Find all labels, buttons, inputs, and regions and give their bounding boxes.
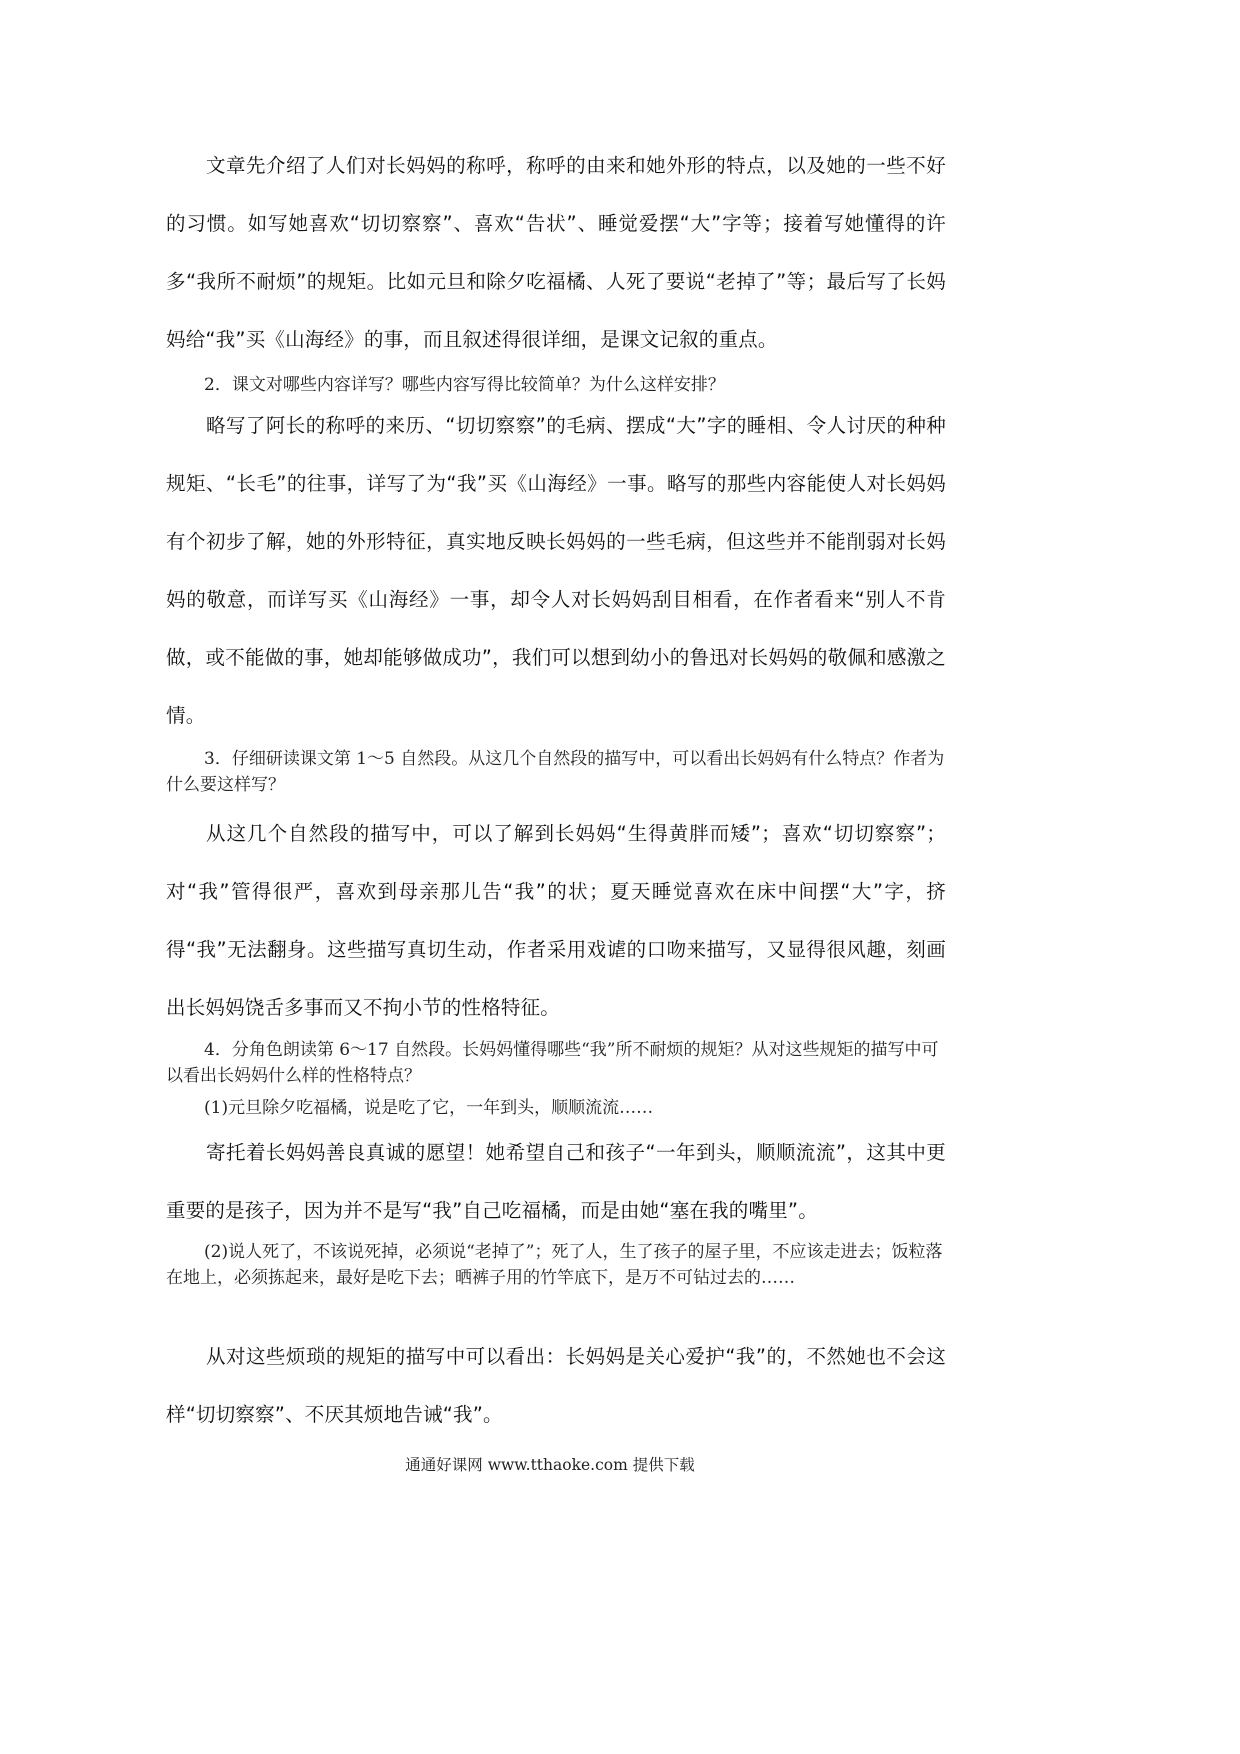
- question-3: [166, 746, 946, 798]
- answer-text: 从这几个自然段的描写中，可以了解到长妈妈“生得黄胖而矮”；喜欢“切切察察”；对“我”管得很严，喜欢到母亲那儿告“我”的状；夏天睡觉喜欢在床中间摆“大”字，挤得“我”无法翻身。这些描写真切生动，作者采用戏谑的口吻来描写，又显得很风趣，刻画出长妈妈饶舌多事而又不拘小节的性格特征。: [166, 822, 946, 1019]
- answer-paragraph-1: [166, 137, 946, 369]
- answer-text: 文章先介绍了人们对长妈妈的称呼，称呼的由来和她外形的特点，以及她的一些不好的习惯。如写她喜欢“切切察察”、喜欢“告状”、睡觉爱摆“大”字等；接着写她懂得的许多“我所不耐烦”的规矩。比如元旦和除夕吃福橘、人死了要说“老掉了”等；最后写了长妈妈给“我”买《山海经》的事，而且叙述得很详细，是课文记叙的重点。: [166, 154, 946, 351]
- answer-text: 寄托着长妈妈善良真诚的愿望！她希望自己和孩子“一年到头，顺顺流流”，这其中更重要的是孩子，因为并不是写“我”自己吃福橘，而是由她“塞在我的嘴里”。: [166, 1141, 946, 1222]
- question-4-item-2: [166, 1239, 946, 1291]
- question-text: 2．课文对哪些内容详写？哪些内容写得比较简单？为什么这样安排？: [204, 375, 725, 395]
- page-footer: 通通好课网 www.tthaoke.com 提供下载: [405, 1456, 695, 1474]
- answer-paragraph-4-2: [166, 1328, 946, 1444]
- question-text: 3．仔细研读课文第 1～5 自然段。从这几个自然段的描写中，可以看出长妈妈有什么特点？作者为什么要这样写？: [166, 749, 945, 795]
- question-text: 4．分角色朗读第 6～17 自然段。长妈妈懂得哪些“我”所不耐烦的规矩？从对这些规矩的描写中可以看出长妈妈什么样的性格特点？: [166, 1040, 939, 1086]
- answer-paragraph-3: [166, 805, 946, 1037]
- question-text: (2)说人死了，不该说死掉，必须说“老掉了”；死了人，生了孩子的屋子里，不应该走进去；饭粒落在地上，必须拣起来，最好是吃下去；晒裤子用的竹竿底下，是万不可钻过去的……: [166, 1242, 943, 1288]
- question-4-item-1: [166, 1095, 946, 1121]
- question-4: [166, 1037, 946, 1089]
- question-2: [166, 372, 946, 398]
- question-text: (1)元旦除夕吃福橘，说是吃了它，一年到头，顺顺流流……: [204, 1098, 654, 1118]
- answer-text: 从对这些烦琐的规矩的描写中可以看出：长妈妈是关心爱护“我”的，不然她也不会这样“切切察察”、不厌其烦地告诫“我”。: [166, 1345, 946, 1426]
- answer-paragraph-2: [166, 397, 946, 745]
- answer-paragraph-4-1: [166, 1124, 946, 1240]
- answer-text: 略写了阿长的称呼的来历、“切切察察”的毛病、摆成“大”字的睡相、令人讨厌的种种规矩、“长毛”的往事，详写了为“我”买《山海经》一事。略写的那些内容能使人对长妈妈有个初步了解，她的外形特征，真实地反映长妈妈的一些毛病，但这些并不能削弱对长妈妈的敬意，而详写买《山海经》一事，却令人对长妈妈刮目相看，在作者看来“别人不肯做，或不能做的事，她却能够做成功”，我们可以想到幼小的鲁迅对长妈妈的敬佩和感激之情。: [166, 414, 946, 727]
